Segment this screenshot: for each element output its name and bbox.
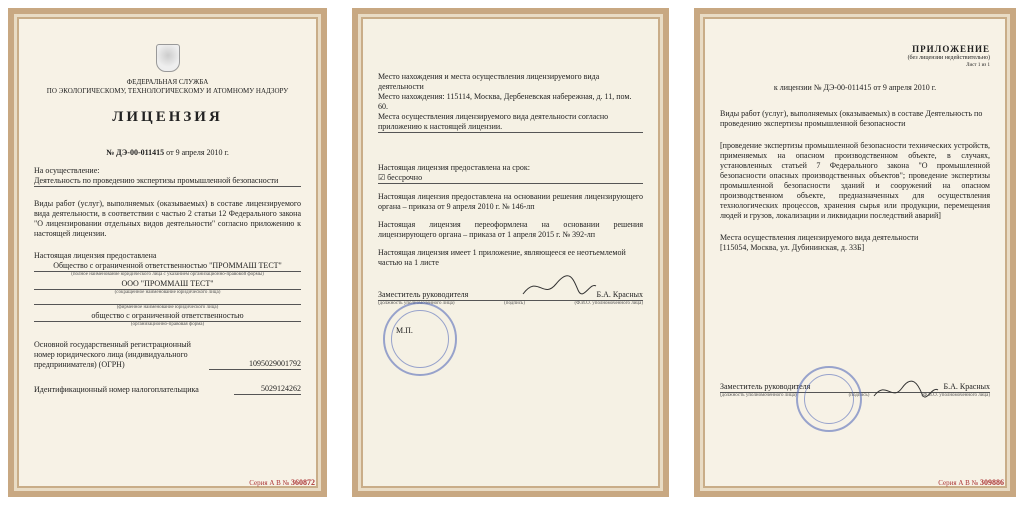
caption: (сокращенное наименование юридического лица) <box>114 289 221 295</box>
legal-form: общество с ограниченной ответственностью <box>34 311 301 322</box>
license-reference: к лицензии № ДЭ-00-011415 от 9 апреля 2010 г. <box>773 83 937 92</box>
term-label: Настоящая лицензия предоставлена на срок: <box>378 163 530 172</box>
license-back-page <box>344 0 677 505</box>
location-header: Место нахождения и места осуществления лицензируемого вида деятельности <box>378 72 600 91</box>
short-name: ООО "ПРОММАШ ТЕСТ" <box>34 279 301 290</box>
ornamental-frame <box>352 8 669 497</box>
works-text: Виды работ (услуг), выполняемых (оказываемых) в составе лицензируемого вида деятельности, в соответствии с частью 2 статьи 12 Федерального закона "О лицензировании отдельных видов деятельности" согласно приложению к настоящей лицензии. <box>34 199 301 239</box>
brand-line <box>34 296 301 305</box>
works-body: [проведение экспертизы промышленной безопасности технических устройств, применяемых на опасном производственном объекте, в случаях, установленных статьей 7 Федерального закона "О промышленной безопасности опасных производственных объектов"; проведение экспертизы промышленной безопасности зданий и сооружений на опасном производственном объекте, предназначенных для осуществления технологических процессов, хранения сырья или продукции, перемещения людей и грузов, локализации и ликвидации последствий аварий] <box>720 141 990 220</box>
appendix-title: ПРИЛОЖЕНИЕ <box>912 44 990 54</box>
license-number: № ДЭ-00-011415 от 9 апреля 2010 г. <box>106 148 229 158</box>
works-header: Виды работ (услуг), выполняемых (оказываемых) в составе Деятельность по проведению экспертизы промышленной безопасности <box>720 109 983 128</box>
granted-label: Настоящая лицензия предоставлена <box>34 251 157 261</box>
places-header: Места осуществления лицензируемого вида деятельности <box>720 233 919 242</box>
inn-value: 5029124262 <box>234 384 301 395</box>
activity-label: На осуществление: <box>34 166 100 176</box>
series-number: Серия А В № 309886 <box>938 478 1004 487</box>
signer-name: Б.А. Красных <box>943 382 990 391</box>
location-value: Место нахождения: 115114, Москва, Дербеневская набережная, д. 11, пом. 60. <box>378 92 632 111</box>
term-row: ☑ бессрочно <box>378 173 643 184</box>
caption: (организационно-правовая форма) <box>130 322 205 327</box>
caption: (фирменное наименование юридического лица) <box>116 304 219 310</box>
ornamental-frame <box>8 8 327 497</box>
signature-captions: (должность уполномоченного лица) (подпись) (Ф.И.О. уполномоченного лица) <box>720 393 990 398</box>
signature <box>870 376 940 404</box>
places-value: Места осуществления лицензируемого вида деятельности согласно приложению к настоящей лицензии. <box>378 112 643 133</box>
appendix-note: Настоящая лицензия имеет 1 приложение, являющееся ее неотъемлемой частью на 1 листе <box>378 248 626 267</box>
appendix-subtitle: (без лицензии недействительно) <box>907 55 990 62</box>
stamp-label: М.П. <box>396 326 413 335</box>
appendix-page <box>686 0 1024 505</box>
document-title: ЛИЦЕНЗИЯ <box>112 108 223 125</box>
license-page <box>0 0 335 505</box>
inn-row <box>34 384 301 395</box>
coat-of-arms-icon <box>156 44 180 72</box>
signature-row <box>378 290 643 301</box>
official-stamp <box>383 302 457 376</box>
basis-text: Настоящая лицензия предоставлена на основании решения лицензирующего органа – приказа от 9 апреля 2010 г. № 146-лп <box>378 192 643 211</box>
signer-position: Заместитель руководителя <box>378 290 469 299</box>
checkbox-icon: ☑ <box>378 173 386 182</box>
sheet-number: Лист 1 из 1 <box>966 62 990 68</box>
signature <box>518 272 598 302</box>
places-value: [115054, Москва, ул. Дубининская, д. 33Б] <box>720 243 865 252</box>
agency-name: ФЕДЕРАЛЬНАЯ СЛУЖБА ПО ЭКОЛОГИЧЕСКОМУ, ТЕХНОЛОГИЧЕСКОМУ И АТОМНОМУ НАДЗОРУ <box>46 78 289 95</box>
inn-label: Идентификационный номер налогоплательщика <box>34 385 199 395</box>
ogrn-label: Основной государственный регистрационный номер юридического лица (индивидуального предпринимателя) (ОГРН) <box>34 340 191 370</box>
reissued-text: Настоящая лицензия переоформлена на основании решения лицензирующего органа – приказа от 1 апреля 2015 г. № 392-лп <box>378 220 643 239</box>
official-stamp <box>796 366 862 432</box>
ornamental-frame <box>694 8 1016 497</box>
signature-captions: (должность уполномоченного лица) (подпись) (Ф.И.О. уполномоченного лица) <box>378 301 643 306</box>
ogrn-row <box>34 340 301 370</box>
signer-position: Заместитель руководителя <box>720 382 811 391</box>
signer-name: Б.А. Красных <box>596 290 643 299</box>
series-number: Серия А В № 360872 <box>249 478 315 487</box>
activity-value: Деятельность по проведению экспертизы промышленной безопасности <box>34 176 301 187</box>
ogrn-value: 1095029001792 <box>209 359 301 370</box>
full-name: Общество с ограниченной ответственностью "ПРОММАШ ТЕСТ" <box>34 261 301 272</box>
caption: (полное наименование юридического лица с указанием организационно-правовой формы) <box>71 272 264 278</box>
